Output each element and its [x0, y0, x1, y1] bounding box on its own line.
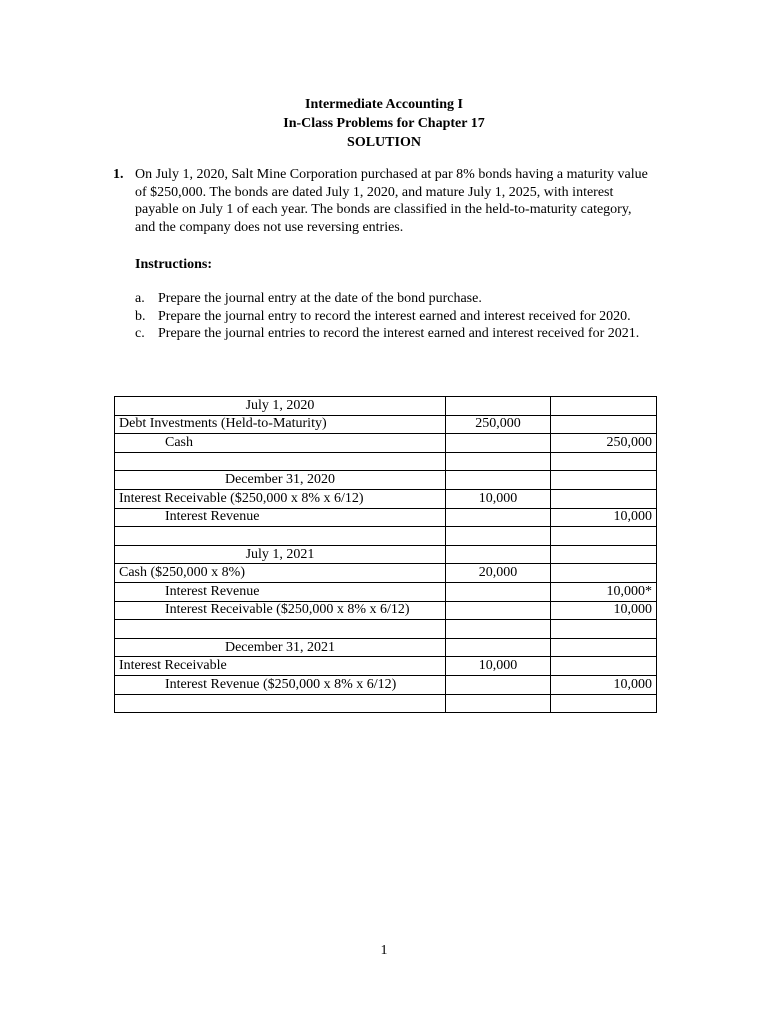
- debit-amount: [446, 582, 551, 601]
- account-title: Interest Revenue: [115, 508, 446, 527]
- credit-amount: [551, 564, 657, 583]
- journal-entry-row: [115, 508, 657, 527]
- account-title: Interest Receivable ($250,000 x 8% x 6/12): [115, 489, 446, 508]
- credit-amount: [551, 638, 657, 657]
- account-title: [115, 527, 446, 546]
- debit-amount: [446, 694, 551, 713]
- journal-date-row: [115, 471, 657, 490]
- account-title: Interest Revenue ($250,000 x 8% x 6/12): [115, 675, 446, 694]
- journal-entry-row: [115, 657, 657, 676]
- account-title: [115, 452, 446, 471]
- credit-amount: [551, 694, 657, 713]
- debit-amount: [446, 545, 551, 564]
- debit-amount: [446, 434, 551, 453]
- credit-amount: [551, 545, 657, 564]
- debit-amount: [446, 601, 551, 620]
- credit-amount: [551, 620, 657, 639]
- account-title: Interest Receivable ($250,000 x 8% x 6/12): [115, 601, 446, 620]
- debit-amount: [446, 397, 551, 416]
- journal-entry-row: [115, 675, 657, 694]
- instruction-text: Prepare the journal entries to record the interest earned and interest received for 2021.: [158, 326, 640, 341]
- entry-date: December 31, 2021: [115, 638, 446, 657]
- journal-body: [115, 397, 657, 713]
- instruction-letter: b.: [135, 308, 146, 324]
- journal-entries-table: [114, 396, 657, 713]
- instruction-letter: c.: [135, 326, 145, 341]
- credit-amount: 10,000: [551, 508, 657, 527]
- debit-amount: [446, 638, 551, 657]
- journal-entry-row: [115, 415, 657, 434]
- instruction-text: Prepare the journal entry at the date of the bond purchase.: [158, 291, 482, 306]
- credit-amount: [551, 452, 657, 471]
- debit-amount: 250,000: [446, 415, 551, 434]
- problem-text: On July 1, 2020, Salt Mine Corporation purchased at par 8% bonds having a maturity value of $250,000. The bonds are dated July 1, 2020, and mature July 1, 2025, with interest payable on July 1 of each year. The bonds are classified in the held-to-maturity category, and the company does not use reversing entries.: [135, 167, 648, 235]
- entry-date: December 31, 2020: [115, 471, 446, 490]
- document-subtitle: In-Class Problems for Chapter 17: [283, 116, 485, 131]
- instruction-text: Prepare the journal entry to record the interest earned and interest received for 2020.: [158, 308, 631, 324]
- instructions-list: [135, 290, 655, 343]
- instruction-letter: a.: [135, 291, 145, 306]
- journal-entry-row: [115, 601, 657, 620]
- journal-entry-row: [115, 582, 657, 601]
- debit-amount: 10,000: [446, 489, 551, 508]
- credit-amount: 10,000*: [551, 582, 657, 601]
- credit-amount: 10,000: [551, 675, 657, 694]
- account-title: Cash: [115, 434, 446, 453]
- credit-amount: [551, 657, 657, 676]
- instruction-item: [135, 290, 655, 308]
- debit-amount: 10,000: [446, 657, 551, 676]
- instruction-item: [135, 308, 655, 326]
- instruction-item: [135, 325, 655, 343]
- account-title: [115, 620, 446, 639]
- journal-blank-row: [115, 452, 657, 471]
- account-title: Interest Revenue: [115, 582, 446, 601]
- problem-number: 1.: [113, 167, 124, 182]
- page-number: 1: [380, 943, 388, 958]
- debit-amount: [446, 620, 551, 639]
- journal-date-row: [115, 638, 657, 657]
- journal-entry-row: [115, 434, 657, 453]
- credit-amount: 250,000: [551, 434, 657, 453]
- debit-amount: [446, 527, 551, 546]
- entry-date: July 1, 2021: [115, 545, 446, 564]
- account-title: Cash ($250,000 x 8%): [115, 564, 446, 583]
- account-title: Debt Investments (Held-to-Maturity): [115, 415, 446, 434]
- journal-date-row: [115, 397, 657, 416]
- solution-label: SOLUTION: [347, 135, 421, 150]
- journal-entry-row: [115, 489, 657, 508]
- instructions-heading: Instructions:: [135, 257, 213, 272]
- journal-blank-row: [115, 694, 657, 713]
- credit-amount: [551, 489, 657, 508]
- credit-amount: [551, 415, 657, 434]
- journal-entry-row: [115, 564, 657, 583]
- journal-blank-row: [115, 620, 657, 639]
- debit-amount: [446, 508, 551, 527]
- entry-date: July 1, 2020: [115, 397, 446, 416]
- journal-date-row: [115, 545, 657, 564]
- account-title: Interest Receivable: [115, 657, 446, 676]
- document-header: [0, 95, 768, 152]
- debit-amount: [446, 471, 551, 490]
- credit-amount: [551, 527, 657, 546]
- credit-amount: 10,000: [551, 601, 657, 620]
- account-title: [115, 694, 446, 713]
- debit-amount: [446, 452, 551, 471]
- debit-amount: [446, 675, 551, 694]
- debit-amount: 20,000: [446, 564, 551, 583]
- journal-blank-row: [115, 527, 657, 546]
- credit-amount: [551, 397, 657, 416]
- credit-amount: [551, 471, 657, 490]
- course-title: Intermediate Accounting I: [305, 97, 463, 112]
